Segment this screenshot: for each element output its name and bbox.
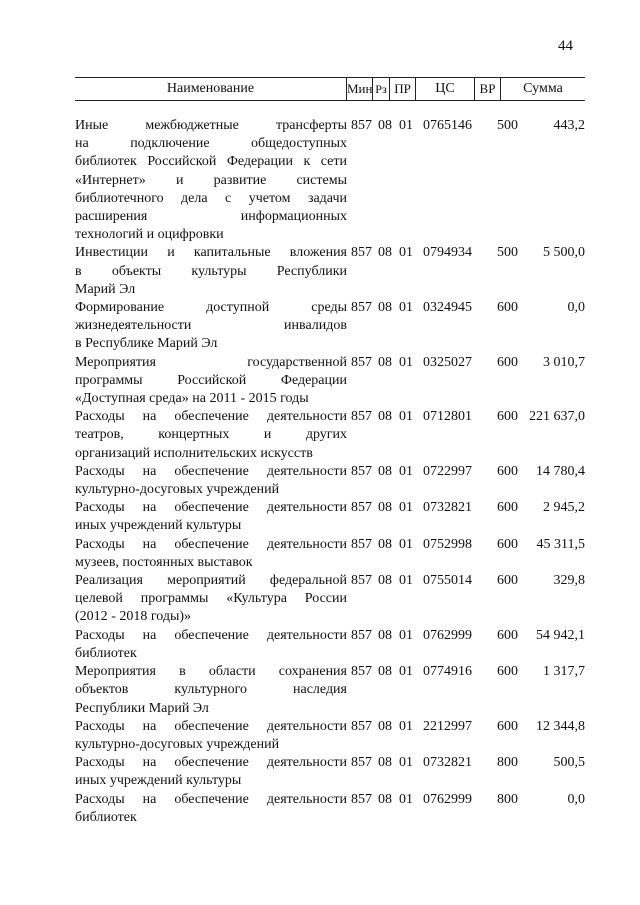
row-name-line: Инвестиции и капитальные вложения [75,245,347,261]
row-vr: 600 [497,718,518,734]
row-codes [351,791,521,809]
row-pr: 01 [399,300,413,316]
row-name-line: Республики Марий Эл [75,700,209,716]
row-rz: 08 [378,118,392,133]
row-cs: 0765146 [423,118,472,133]
row-amount: 221 637,0 [529,409,585,425]
row-min: 857 [351,245,372,261]
page-number: 44 [558,38,573,54]
row-amount: 54 942,1 [536,627,585,643]
row-name [75,463,347,499]
row-vr: 600 [497,463,518,479]
row-name-line: библиотечного дела с учетом задачи [75,190,347,206]
row-name-line: в Республике Марий Эл [75,336,218,352]
table-row [75,117,585,244]
row-rz: 08 [378,791,392,807]
row-cs: 0755014 [423,573,472,589]
header-sum: Сумма [500,78,585,100]
row-pr: 01 [399,409,413,425]
table-row [75,791,585,827]
row-vr: 600 [497,354,518,370]
row-name-line: организаций исполнительских искусств [75,445,313,461]
row-pr: 01 [399,500,413,516]
table-row [75,463,585,499]
header-vr: ВР [474,78,500,100]
row-pr: 01 [399,755,413,771]
row-name-line: библиотек [75,645,137,661]
row-min: 857 [351,354,372,370]
row-rz: 08 [378,627,392,643]
row-vr: 600 [497,300,518,316]
row-cs: 0732821 [423,755,472,771]
table-row [75,354,585,409]
row-min: 857 [351,755,372,771]
row-name-line: театров, концертных и других [75,427,347,443]
table-row [75,627,585,663]
row-vr: 600 [497,627,518,643]
row-vr: 500 [497,118,518,133]
row-min: 857 [351,409,372,425]
row-cs: 0762999 [423,791,472,807]
row-amount: 329,8 [553,573,585,589]
row-name [75,718,347,754]
row-vr: 800 [497,791,518,807]
row-amount: 443,2 [553,118,585,133]
header-pr: ПР [389,78,415,100]
row-pr: 01 [399,718,413,734]
header-name: Наименование [166,81,255,96]
row-codes [351,463,521,481]
row-codes [351,244,521,262]
row-name-line: Мероприятия в области сохранения [75,664,347,680]
row-vr: 800 [497,755,518,771]
row-name-line: «Доступная среда» на 2011 - 2015 годы [75,391,309,407]
row-rz: 08 [378,354,392,370]
row-pr: 01 [399,664,413,680]
row-name-line: Расходы на обеспечение деятельности [75,463,347,479]
row-amount: 0,0 [567,791,585,807]
table-row [75,572,585,627]
row-amount: 45 311,5 [536,536,585,552]
row-rz: 08 [378,664,392,680]
row-name-line: Марий Эл [75,281,136,297]
table-row [75,663,585,718]
table-header [75,77,585,101]
table-row [75,754,585,790]
row-name-line: Расходы на обеспечение деятельности [75,627,347,643]
row-pr: 01 [399,536,413,552]
row-name-line: библиотек Российской Федерации к сети [75,154,347,170]
row-pr: 01 [399,245,413,261]
row-codes [351,536,521,554]
row-name-line: на подключение общедоступных [75,136,347,152]
row-codes [351,663,521,681]
row-cs: 0774916 [423,664,472,680]
row-name-line: Формирование доступной среды [75,300,347,316]
row-pr: 01 [399,791,413,807]
row-amount: 3 010,7 [543,354,585,370]
row-vr: 600 [497,500,518,516]
row-rz: 08 [378,409,392,425]
row-name-line: Расходы на обеспечение деятельности [75,755,347,771]
row-name [75,536,347,572]
row-name-line: объектов культурного наследия [75,682,347,698]
row-name [75,499,347,535]
row-rz: 08 [378,500,392,516]
header-rz: Рз [372,78,389,100]
row-name-line: Иные межбюджетные трансферты [75,118,347,133]
row-cs: 0722997 [423,463,472,479]
row-name-line: «Интернет» и развитие системы [75,172,347,188]
row-name-line: жизнедеятельности инвалидов [75,318,347,334]
row-name [75,354,347,409]
row-name-line: целевой программы «Культура России [75,591,347,607]
table-row [75,408,585,463]
row-amount: 0,0 [567,300,585,316]
header-min: Мин [346,78,372,100]
table-row [75,499,585,535]
row-rz: 08 [378,300,392,316]
row-cs: 0324945 [423,300,472,316]
row-vr: 600 [497,664,518,680]
row-name-line: Расходы на обеспечение деятельности [75,536,347,552]
row-name [75,663,347,718]
row-cs: 2212997 [423,718,472,734]
row-codes [351,754,521,772]
row-name [75,627,347,663]
row-name [75,572,347,627]
row-name-line: Мероприятия государственной [75,354,347,370]
row-name-line: Реализация мероприятий федеральной [75,573,347,589]
row-name-line: технологий и оцифровки [75,227,224,243]
row-vr: 600 [497,409,518,425]
row-pr: 01 [399,118,413,133]
row-codes [351,627,521,645]
row-name [75,754,347,790]
row-min: 857 [351,118,372,133]
row-rz: 08 [378,536,392,552]
row-cs: 0762999 [423,627,472,643]
row-min: 857 [351,718,372,734]
row-name-line: расширения информационных [75,209,347,225]
row-amount: 12 344,8 [536,718,585,734]
row-name-line: (2012 - 2018 годы)» [75,609,192,625]
table-row [75,244,585,299]
row-cs: 0794934 [423,245,472,261]
row-min: 857 [351,500,372,516]
row-cs: 0712801 [423,409,472,425]
row-min: 857 [351,463,372,479]
row-name-line: культурно-досуговых учреждений [75,736,280,752]
row-min: 857 [351,536,372,552]
row-rz: 08 [378,755,392,771]
row-amount: 500,5 [553,755,585,771]
row-name [75,791,347,827]
row-vr: 600 [497,573,518,589]
row-name-line: культурно-досуговых учреждений [75,482,280,498]
row-pr: 01 [399,627,413,643]
row-amount: 1 317,7 [543,664,585,680]
row-codes [351,572,521,590]
row-min: 857 [351,573,372,589]
row-vr: 600 [497,536,518,552]
row-pr: 01 [399,573,413,589]
header-cs: ЦС [415,78,474,100]
row-name-line: иных учреждений культуры [75,518,242,534]
row-pr: 01 [399,354,413,370]
row-name-line: Расходы на обеспечение деятельности [75,791,347,807]
row-min: 857 [351,791,372,807]
row-rz: 08 [378,718,392,734]
row-name-line: музеев, постоянных выставок [75,554,253,570]
row-vr: 500 [497,245,518,261]
row-name [75,244,347,299]
table-row [75,536,585,572]
table-body [75,117,585,827]
row-name-line: в объекты культуры Республики [75,263,347,279]
row-cs: 0752998 [423,536,472,552]
row-codes [351,408,521,426]
row-cs: 0325027 [423,354,472,370]
table-row [75,299,585,354]
row-rz: 08 [378,573,392,589]
row-codes [351,718,521,736]
row-codes [351,117,521,135]
row-rz: 08 [378,463,392,479]
row-rz: 08 [378,245,392,261]
row-name-line: иных учреждений культуры [75,773,242,789]
row-name [75,299,347,354]
row-name [75,408,347,463]
row-min: 857 [351,300,372,316]
row-min: 857 [351,664,372,680]
row-name-line: Расходы на обеспечение деятельности [75,718,347,734]
row-name-line: программы Российской Федерации [75,372,347,388]
row-name-line: библиотек [75,809,137,825]
row-amount: 2 945,2 [543,500,585,516]
row-amount: 5 500,0 [543,245,585,261]
row-cs: 0732821 [423,500,472,516]
table-row [75,718,585,754]
row-name [75,117,347,244]
row-pr: 01 [399,463,413,479]
row-codes [351,354,521,372]
row-min: 857 [351,627,372,643]
row-codes [351,299,521,317]
row-name-line: Расходы на обеспечение деятельности [75,409,347,425]
row-amount: 14 780,4 [536,463,585,479]
row-name-line: Расходы на обеспечение деятельности [75,500,347,516]
row-codes [351,499,521,517]
